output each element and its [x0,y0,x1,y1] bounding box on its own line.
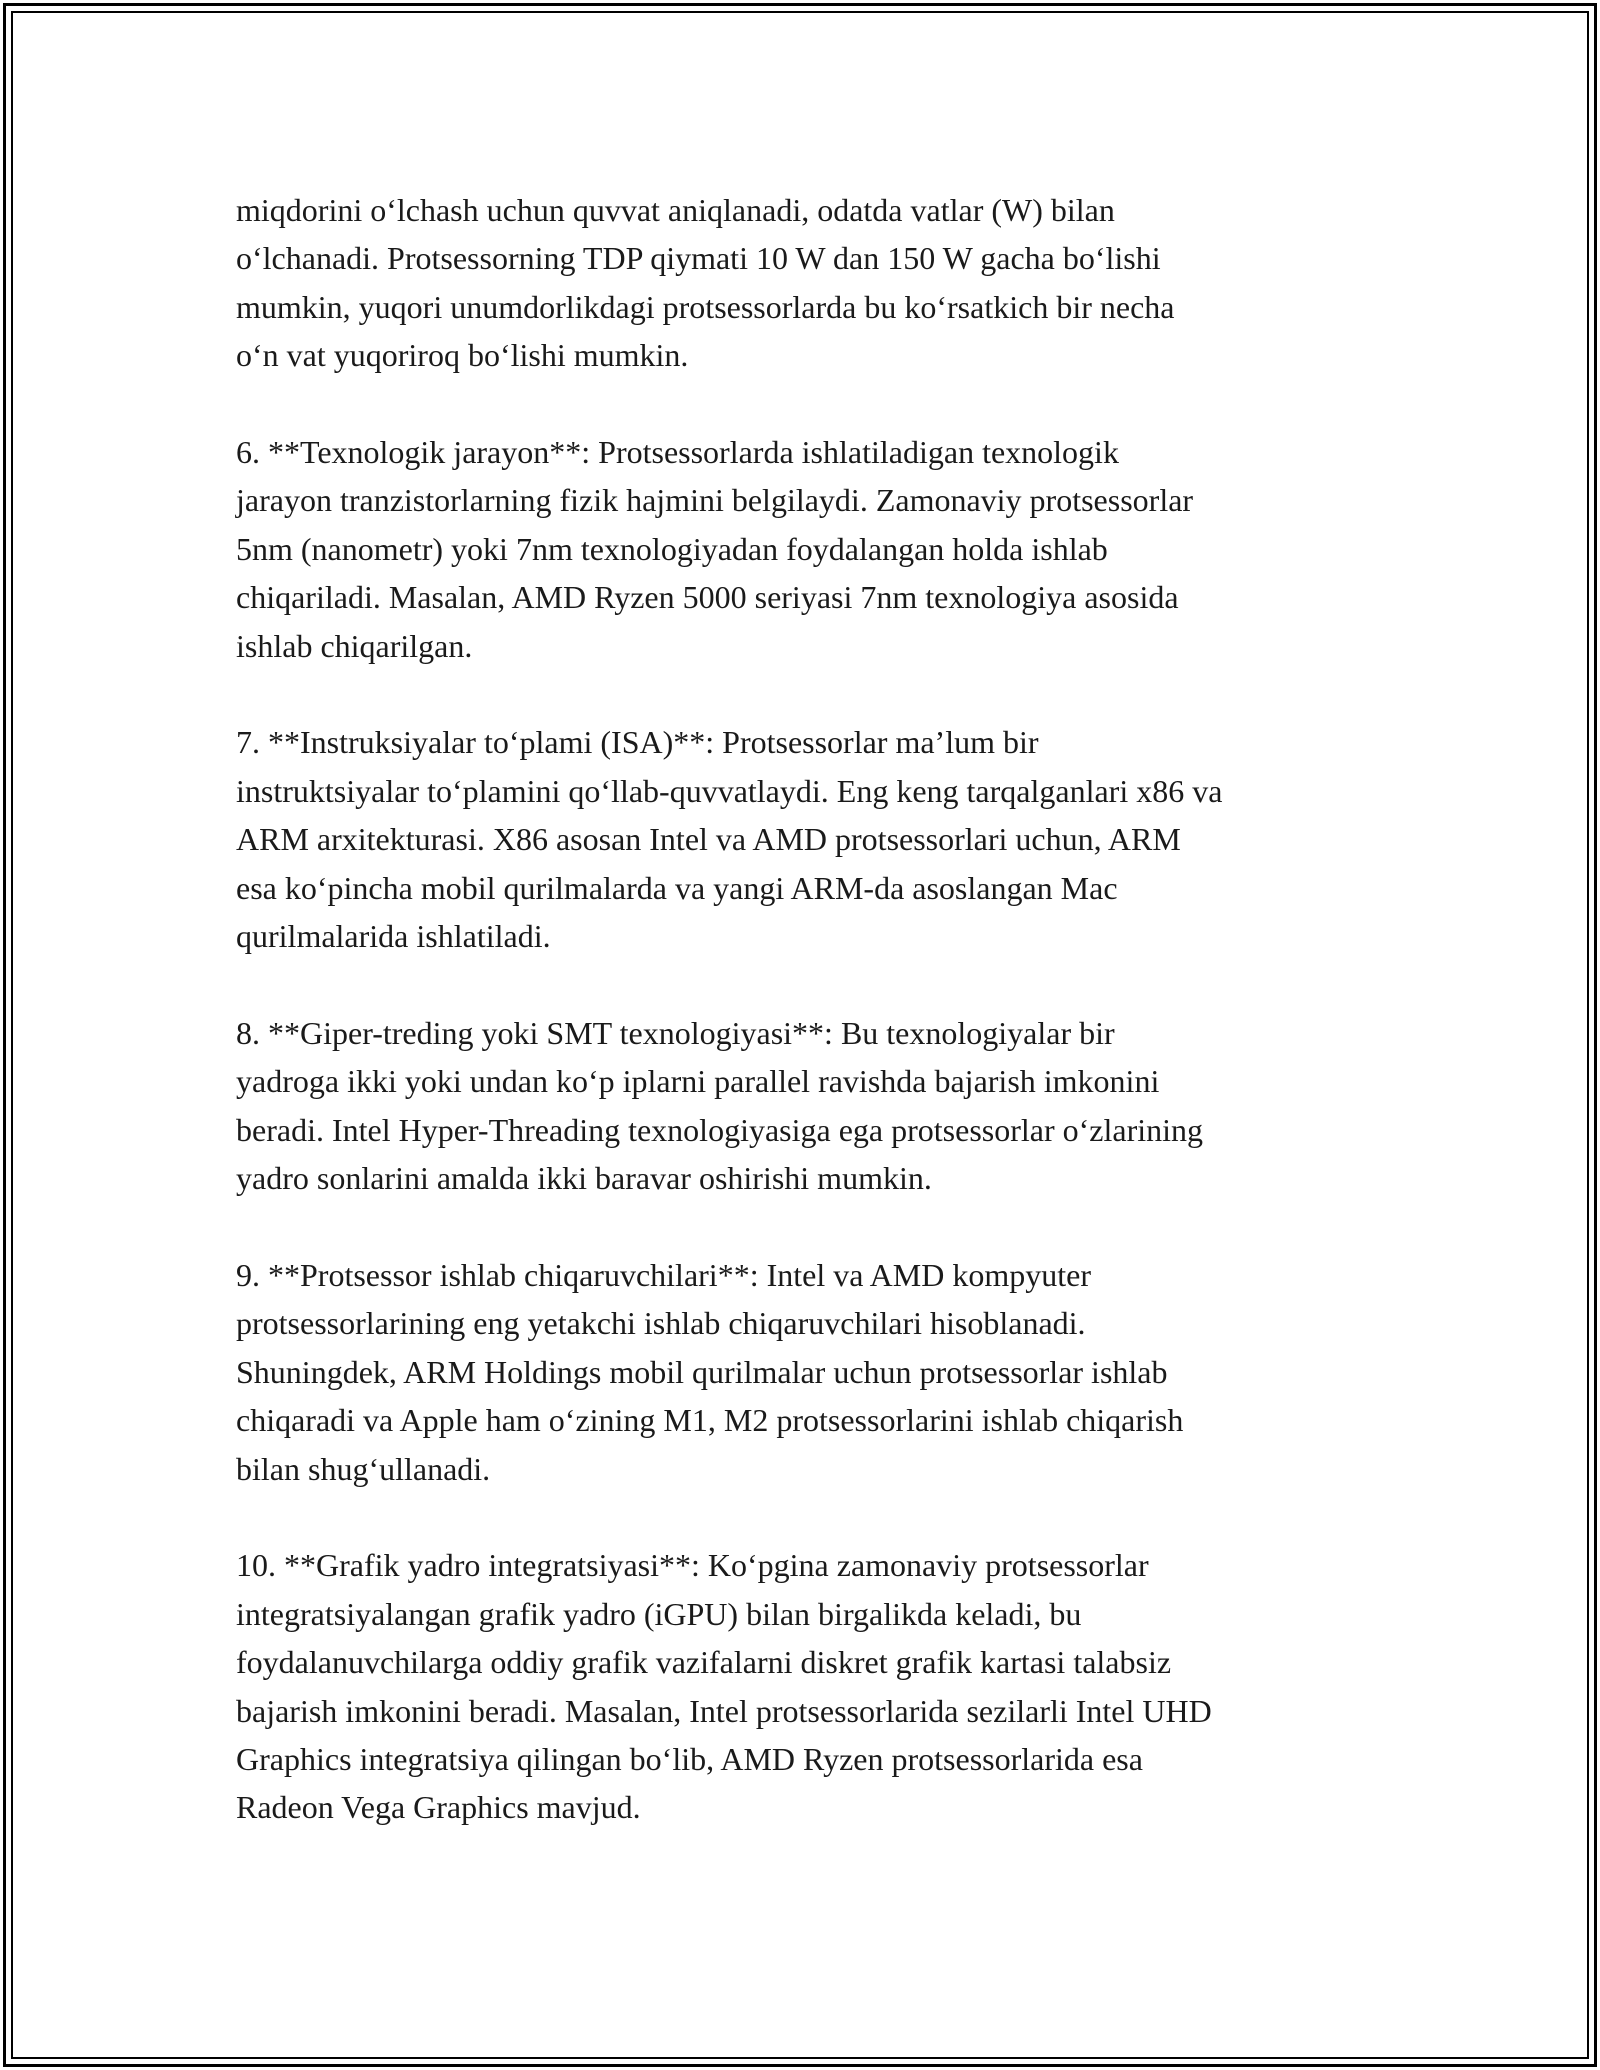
paragraph-process-technology: 6. **Texnologik jarayon**: Protsessorlarda ishlatiladigan texnologik jarayon tranzistorlarning fizik hajmini belgilaydi. Zamonaviy protsessorlar 5nm (nanometr) yoki 7nm texnologiyadan foydalangan holda ishlab chiqariladi. Masalan, AMD Ryzen 5000 seriyasi 7nm texnologiya asosida ishlab chiqarilgan. [236,434,1194,664]
paragraph-manufacturers: 9. **Protsessor ishlab chiqaruvchilari**: Intel va AMD kompyuter protsessorlarining eng yetakchi ishlab chiqaruvchilari hisoblanadi. Shuningdek, ARM Holdings mobil qurilmalar uchun protsessorlar ishlab chiqaradi va Apple ham oʻzining M1, M2 protsessorlarini ishlab chiqarish bilan shugʻullanadi. [236,1256,1184,1487]
paragraph-graphics-integration: 10. **Grafik yadro integratsiyasi**: Koʻpgina zamonaviy protsessorlar integratsiyalangan grafik yadro (iGPU) bilan birgalikda keladi, bu foydalanuvchilarga oddiy grafik vazifalarni diskret grafik kartasi talabsiz bajarish imkonini beradi. Masalan, Intel protsessorlarida sezilarli Intel UHD Graphics integratsiya qilingan boʻlib, AMD Ryzen protsessorlarida esa Radeon Vega Graphics mavjud. [236,1547,1212,1826]
document-body [236,186,1376,1832]
paragraph-hyper-threading: 8. **Giper-treding yoki SMT texnologiyasi**: Bu texnologiyalar bir yadroga ikki yoki undan koʻp iplarni parallel ravishda bajarish imkonini beradi. Intel Hyper-Threading texnologiyasiga ega protsessorlar oʻzlarining yadro sonlarini amalda ikki baravar oshirishi mumkin. [236,1014,1204,1197]
paragraph-tdp-continuation: miqdorini oʻlchash uchun quvvat aniqlanadi, odatda vatlar (W) bilan oʻlchanadi. Protsessorning TDP qiymati 10 W dan 150 W gacha boʻlishi mumkin, yuqori unumdorlikdagi protsessorlarda bu koʻrsatkich bir necha oʻn vat yuqoriroq boʻlishi mumkin. [236,192,1175,374]
paragraph-instruction-set: 7. **Instruksiyalar toʻplami (ISA)**: Protsessorlar maʼlum bir instruktsiyalar toʻplamini qoʻllab-quvvatlaydi. Eng keng tarqalganlari x86 va ARM arxitekturasi. X86 asosan Intel va AMD protsessorlari uchun, ARM esa koʻpincha mobil qurilmalarda va yangi ARM-da asoslangan Mac qurilmalarida ishlatiladi. [236,724,1223,955]
